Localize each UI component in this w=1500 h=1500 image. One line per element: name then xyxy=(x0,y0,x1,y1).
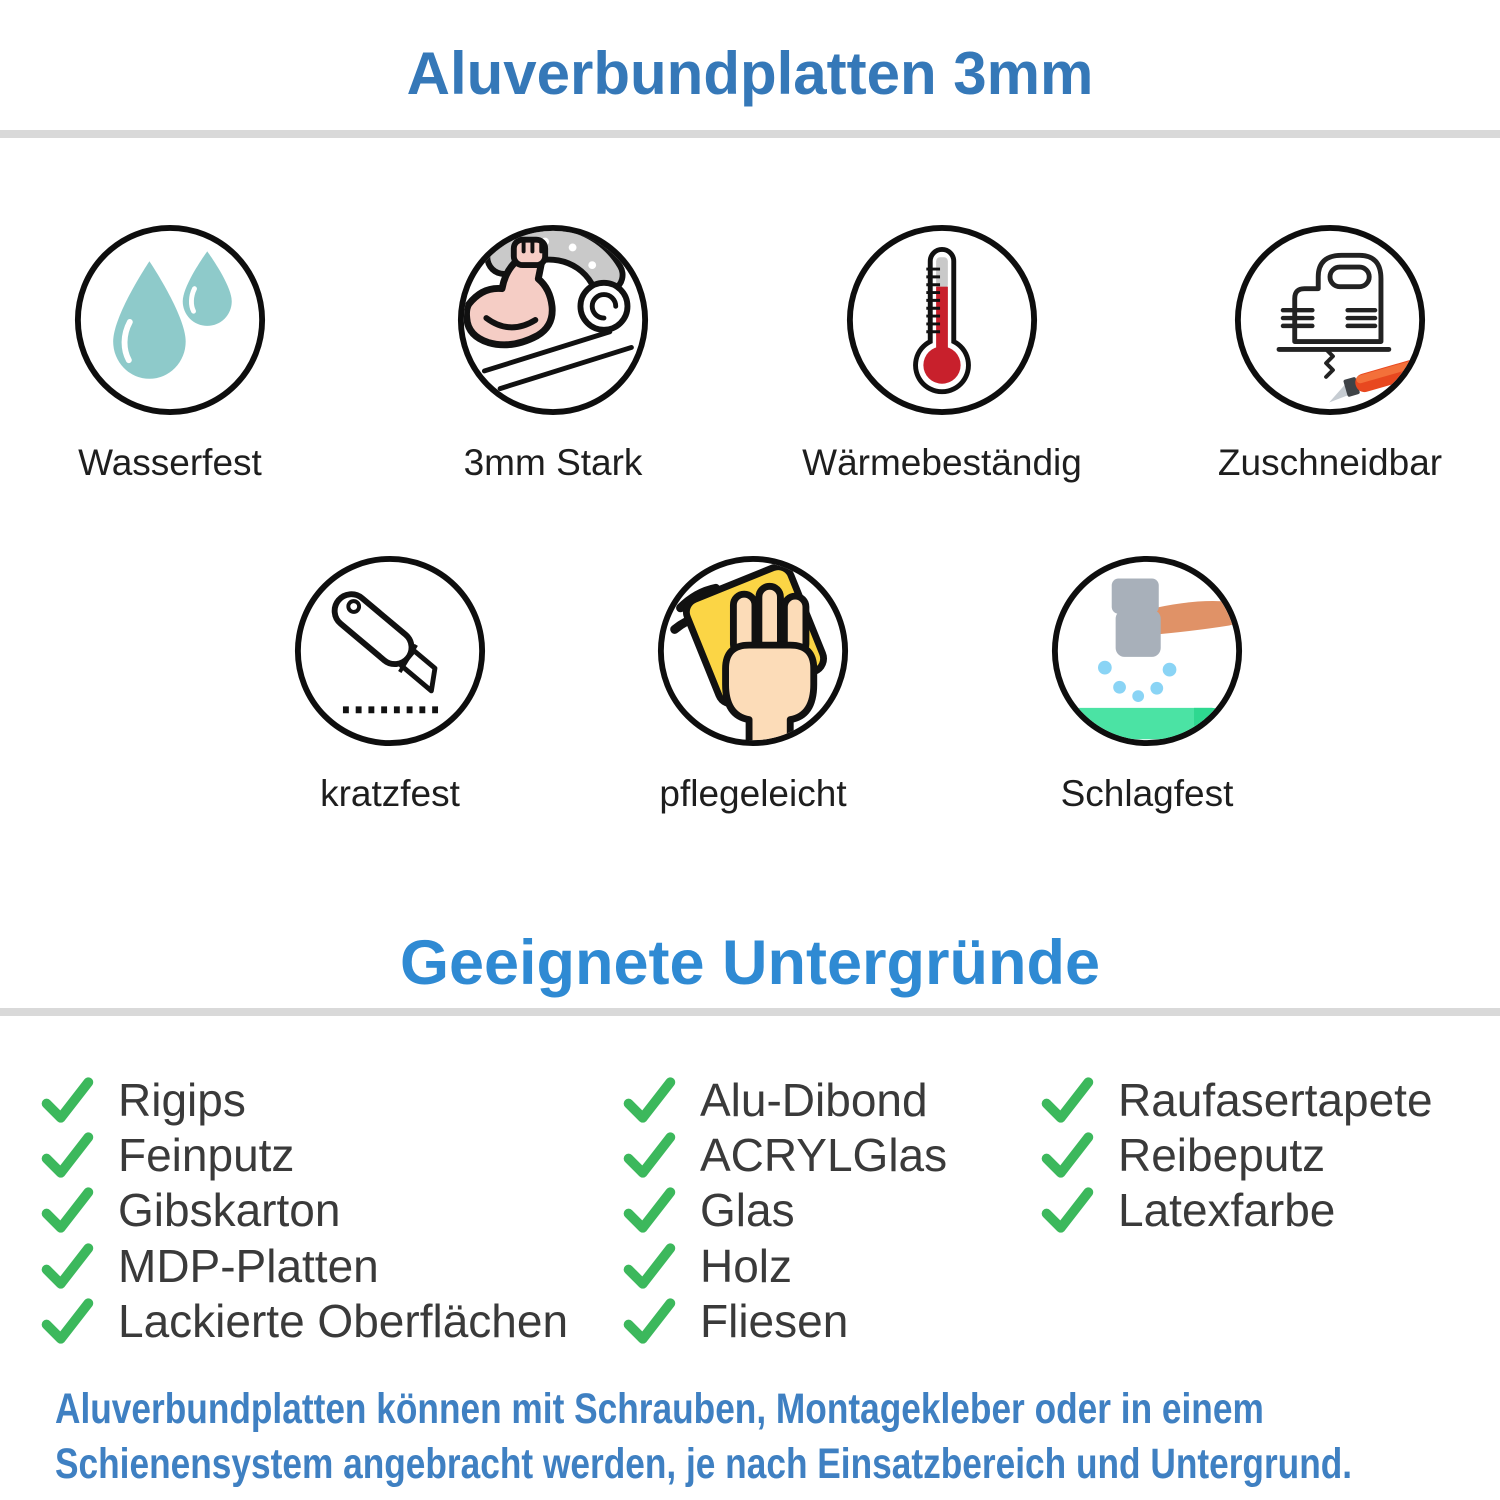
feature-label: kratzfest xyxy=(320,773,460,814)
substrate-label: Alu-Dibond xyxy=(700,1073,928,1126)
check-icon xyxy=(40,1186,94,1234)
substrate-label: Rigips xyxy=(118,1073,246,1126)
check-icon xyxy=(1040,1076,1094,1124)
substrate-column-3 xyxy=(1040,1072,1433,1238)
substrate-item xyxy=(1040,1072,1433,1127)
substrate-item xyxy=(622,1183,947,1238)
check-icon xyxy=(40,1297,94,1345)
mounting-note-line2: Schienensystem angebracht werden, je nach Einsatzbereich und Untergrund. xyxy=(55,1440,1353,1488)
substrate-label: Feinputz xyxy=(118,1129,295,1182)
hammer-impact-icon xyxy=(1049,553,1245,749)
check-icon xyxy=(1040,1186,1094,1234)
substrate-item xyxy=(1040,1127,1433,1182)
feature-zuschneidbar xyxy=(1170,222,1490,484)
check-icon xyxy=(622,1186,676,1234)
check-icon xyxy=(1040,1131,1094,1179)
feature-label: Wasserfest xyxy=(78,442,262,483)
muscle-arm-roll-icon xyxy=(455,222,651,418)
check-icon xyxy=(40,1076,94,1124)
substrate-column-1 xyxy=(40,1072,568,1349)
substrate-item xyxy=(40,1072,568,1127)
feature-waermebestaendig xyxy=(782,222,1102,484)
substrate-item xyxy=(622,1072,947,1127)
substrate-label: Reibeputz xyxy=(1118,1129,1326,1182)
check-icon xyxy=(622,1297,676,1345)
substrate-item xyxy=(622,1294,947,1349)
check-icon xyxy=(622,1076,676,1124)
substrate-label: Fliesen xyxy=(700,1295,849,1348)
thermometer-icon xyxy=(844,222,1040,418)
hand-cloth-icon xyxy=(655,553,851,749)
feature-label: Schlagfest xyxy=(1060,773,1234,814)
feature-label: pflegeleicht xyxy=(659,773,847,814)
water-drops-icon xyxy=(72,222,268,418)
feature-label: Wärmebeständig xyxy=(802,442,1082,483)
substrate-column-2 xyxy=(622,1072,947,1349)
substrate-item xyxy=(1040,1183,1433,1238)
substrate-label: Raufasertapete xyxy=(1118,1073,1433,1126)
page-title: Aluverbundplatten 3mm xyxy=(406,40,1094,107)
feature-pflegeleicht xyxy=(593,553,913,815)
check-icon xyxy=(40,1131,94,1179)
check-icon xyxy=(622,1131,676,1179)
section-divider-top xyxy=(0,130,1500,138)
substrate-label: Lackierte Oberflächen xyxy=(118,1295,569,1348)
substrate-item xyxy=(40,1294,568,1349)
substrate-item xyxy=(40,1127,568,1182)
feature-kratzfest xyxy=(230,553,550,815)
mounting-note xyxy=(55,1382,1352,1492)
section-divider-bottom xyxy=(0,1008,1500,1016)
substrate-item xyxy=(40,1183,568,1238)
check-icon xyxy=(622,1242,676,1290)
feature-label: Zuschneidbar xyxy=(1217,442,1443,483)
substrate-label: ACRYLGlas xyxy=(700,1129,948,1182)
substrate-item xyxy=(622,1238,947,1293)
substrate-label: Gibskarton xyxy=(118,1184,341,1237)
substrate-item xyxy=(622,1127,947,1182)
substrate-label: Glas xyxy=(700,1184,795,1237)
feature-label: 3mm Stark xyxy=(463,442,643,483)
mounting-note-line1: Aluverbundplatten können mit Schrauben, Montagekleber oder in einem xyxy=(55,1385,1264,1433)
substrate-label: Holz xyxy=(700,1239,793,1292)
feature-3mm-stark xyxy=(393,222,713,484)
feature-wasserfest xyxy=(10,222,330,484)
substrate-item xyxy=(40,1238,568,1293)
feature-schlagfest xyxy=(987,553,1307,815)
check-icon xyxy=(40,1242,94,1290)
substrate-label: Latexfarbe xyxy=(1118,1184,1336,1237)
jigsaw-knife-icon xyxy=(1232,222,1428,418)
substrate-label: MDP-Platten xyxy=(118,1239,379,1292)
utility-knife-icon xyxy=(292,553,488,749)
section-title-untergruende: Geeignete Untergründe xyxy=(399,928,1101,998)
